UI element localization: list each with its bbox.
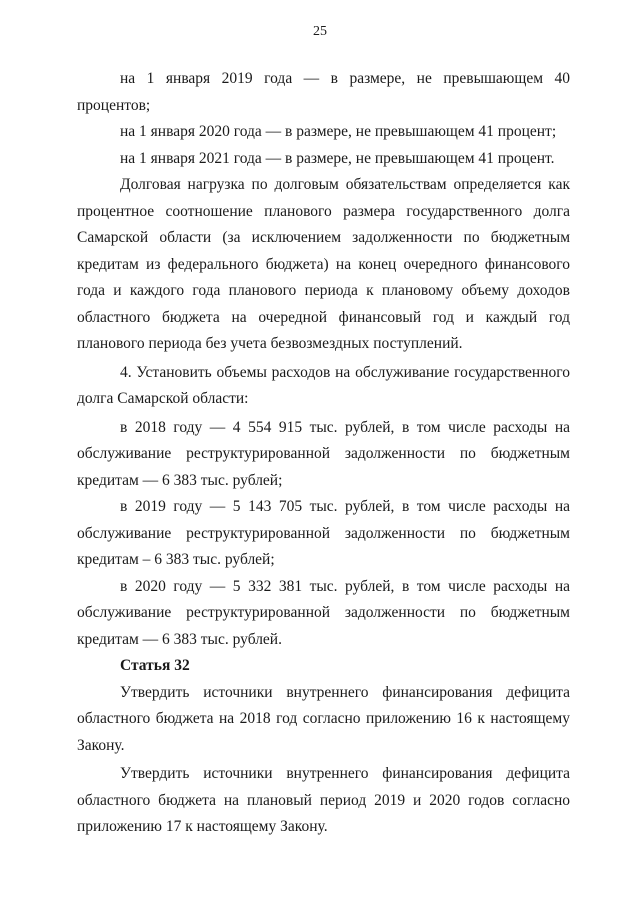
paragraph-debt-limit-2021: на 1 января 2021 года — в размере, не превышающем 41 процент.: [120, 149, 555, 167]
article-heading: Статья 32: [120, 657, 190, 674]
paragraph-expenses-2020: в 2020 году — 5 332 381 тыс. рублей, в том числе расходы на обслуживание реструктурированной задолженности по бюджетным кредитам — 6 383 тыс. рублей.: [77, 577, 570, 648]
paragraph-expenses-2019: в 2019 году — 5 143 705 тыс. рублей, в том числе расходы на обслуживание реструктурированной задолженности по бюджетным кредитам – 6 383 тыс. рублей;: [77, 498, 570, 568]
paragraph-debt-limit-2019: на 1 января 2019 года — в размере, не превышающем 40 процентов;: [77, 70, 570, 114]
paragraph-debt-load-definition: Долговая нагрузка по долговым обязательствам определяется как процентное соотношение планового размера государственного долга Самарской области (за исключением задолженности по бюджетным кредитам из федерального бюджета) на конец очередного финансового года и каждого года планового периода к плановому объему доходов областного бюджета на очередной финансовый год и каждый год планового периода без учета безвозмездных поступлений.: [77, 176, 570, 352]
page-number: 25: [313, 24, 327, 39]
paragraph-debt-limit-2020: на 1 января 2020 года — в размере, не превышающем 41 процент;: [120, 123, 557, 140]
document-body: [77, 66, 570, 841]
paragraph-deficit-sources-2019-2020: Утвердить источники внутреннего финансирования дефицита областного бюджета на плановый период 2019 и 2020 годов согласно приложению 17 к настоящему Закону.: [77, 765, 570, 835]
paragraph-expenses-2018: в 2018 году — 4 554 915 тыс. рублей, в том числе расходы на обслуживание реструктурированной задолженности по бюджетным кредитам — 6 383 тыс. рублей;: [77, 418, 570, 489]
paragraph-debt-service-clause: 4. Установить объемы расходов на обслуживание государственного долга Самарской области:: [77, 363, 570, 407]
paragraph-deficit-sources-2018: Утвердить источники внутреннего финансирования дефицита областного бюджета на 2018 год согласно приложению 16 к настоящему Закону.: [77, 683, 570, 754]
